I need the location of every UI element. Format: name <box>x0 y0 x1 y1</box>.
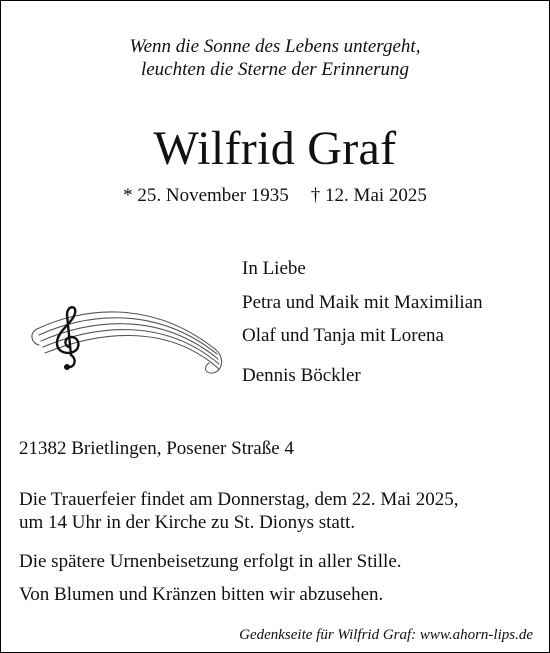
service-line-1: Die Trauerfeier findet am Donnerstag, dem 22. Mai 2025, <box>19 489 459 510</box>
death-date: † 12. Mai 2025 <box>310 185 427 206</box>
mourner-line: Olaf und Tanja mit Lorena <box>242 325 444 346</box>
flowers-notice: Von Blumen und Kränzen bitten wir abzusehen. <box>19 584 384 605</box>
mourner-line: Petra und Maik mit Maximilian <box>242 292 483 313</box>
service-notice <box>19 488 459 534</box>
treble-clef-staff-icon <box>29 297 225 377</box>
mourners-intro: In Liebe <box>242 258 306 279</box>
memorial-page-link[interactable]: Gedenkseite für Wilfrid Graf: www.ahorn-lips.de <box>239 627 533 643</box>
motto-line-1: Wenn die Sonne des Lebens untergeht, <box>129 36 421 57</box>
birth-date: * 25. November 1935 <box>123 185 289 206</box>
service-line-2: um 14 Uhr in der Kirche zu St. Dionys statt. <box>19 512 356 533</box>
mourner-line: Dennis Böckler <box>242 365 361 386</box>
motto <box>1 35 549 81</box>
life-dates <box>1 184 549 208</box>
address: 21382 Brietlingen, Posener Straße 4 <box>19 438 294 459</box>
burial-notice: Die spätere Urnenbeisetzung erfolgt in aller Stille. <box>19 551 402 572</box>
deceased-name: Wilfrid Graf <box>153 122 397 175</box>
motto-line-2: leuchten die Sterne der Erinnerung <box>140 59 410 80</box>
